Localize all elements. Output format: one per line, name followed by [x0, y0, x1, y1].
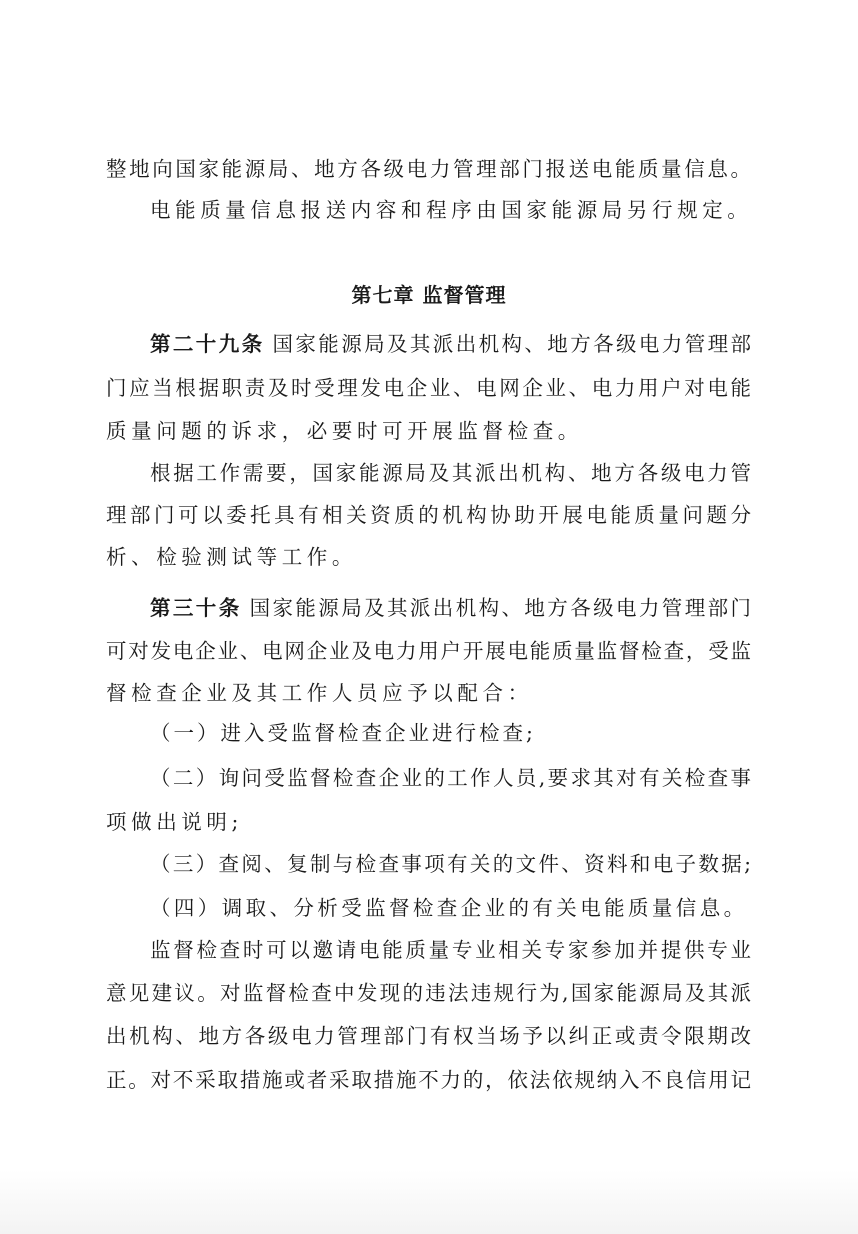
article-29-line-2: 门应当根据职责及时受理发电企业、电网企业、电力用户对电能 — [106, 376, 751, 400]
list-item-2-line-2: 项做出说明; — [106, 810, 244, 834]
article-text: 国家能源局及其派出机构、地方各级电力管理部门 — [249, 596, 752, 620]
list-item-4: （四）调取、分析受监督检查企业的有关电能质量信息。 — [150, 896, 748, 920]
paragraph-report-procedure: 电能质量信息报送内容和程序由国家能源局另行规定。 — [150, 198, 753, 222]
chapter-title: 第七章 监督管理 — [351, 283, 507, 307]
article-29-para2-line-1: 根据工作需要，国家能源局及其派出机构、地方各级电力管 — [150, 461, 751, 485]
article-29-line-1 — [150, 330, 751, 358]
article-29-line-3: 质量问题的诉求，必要时可开展监督检查。 — [106, 419, 583, 443]
list-item-1: （一）进入受监督检查企业进行检查; — [150, 721, 536, 745]
article-30-line-3: 督检查企业及其工作人员应予以配合： — [106, 681, 533, 705]
article-30-line-2: 可对发电企业、电网企业及电力用户开展电能质量监督检查，受监 — [106, 639, 751, 663]
article-number: 第三十条 — [150, 596, 242, 620]
closing-line-2: 意见建议。对监督检查中发现的违法违规行为,国家能源局及其派 — [106, 981, 751, 1005]
article-number: 第二十九条 — [150, 332, 265, 356]
article-29-para2-line-2: 理部门可以委托具有相关资质的机构协助开展电能质量问题分 — [106, 503, 751, 527]
article-30-line-1 — [150, 594, 751, 622]
article-29-para2-line-3: 析、检验测试等工作。 — [106, 545, 357, 569]
closing-line-1: 监督检查时可以邀请电能质量专业相关专家参加并提供专业 — [150, 938, 751, 962]
continuation-line: 整地向国家能源局、地方各级电力管理部门报送电能质量信息。 — [106, 157, 751, 181]
article-text: 国家能源局及其派出机构、地方各级电力管理部 — [272, 332, 751, 356]
list-item-2-line-1: （二）询问受监督检查企业的工作人员,要求其对有关检查事 — [150, 766, 751, 790]
closing-line-4: 正。对不采取措施或者采取措施不力的，依法依规纳入不良信用记 — [106, 1068, 751, 1092]
list-item-3: （三）查阅、复制与检查事项有关的文件、资料和电子数据; — [150, 852, 751, 876]
closing-line-3: 出机构、地方各级电力管理部门有权当场予以纠正或责令限期改 — [106, 1024, 751, 1048]
